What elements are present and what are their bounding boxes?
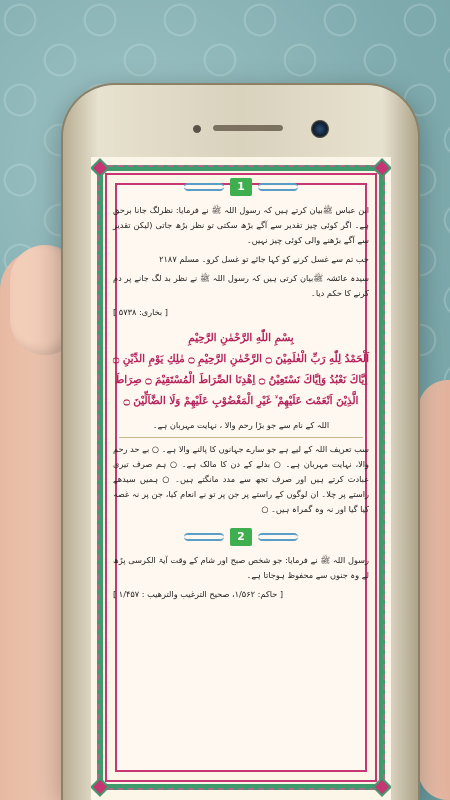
corner-ornament	[91, 777, 110, 797]
ornament-left	[258, 533, 298, 541]
ornament-left	[258, 183, 298, 191]
hadith-reference: [ حاکم: ۱/۵۶۲، صحیح الترغیب والترهیب : ۱/۴۵۷ ]	[113, 589, 284, 599]
earpiece-speaker	[213, 125, 283, 131]
hadith-text: جب تم سے غسل کرنے کو کہا جائے تو غسل کرو۔ مسلم ۲۱۸۷	[159, 254, 369, 264]
verse-line: اَلْحَمْدُ لِلّٰهِ رَبِّ الْعٰلَمِيْنَ ۝ الرَّحْمٰنِ الرَّحِيْمِ ۝ مٰلِكِ يَوْمِ الدِّيْنِ ۝	[113, 353, 369, 365]
hadith-number-badge: 2	[230, 528, 252, 546]
corner-ornament	[372, 158, 391, 178]
corner-ornament	[91, 158, 110, 178]
front-camera-icon	[311, 120, 329, 138]
ornament-right	[184, 183, 224, 191]
hadith-text: ابن عباس ﷺبیان کرتے ہیں کہ رسول اللہ ﷺ نے فرمایا: نظرلگ جانا برحق ہے۔ اگر کوئی چیز تقدیر سے آگے بڑھ سکتی تو نظر بڑھ جاتی (لیکن تقدیر سے آگے بڑھنے والی کوئی چیز نہیں۔	[113, 205, 369, 245]
hadith-text: سیدہ عائشہ ﷺبیان کرتی ہیں کہ رسول اللہ ﷺ نے نظر بد لگ جانے پر دم کرنے کا حکم دیا۔	[113, 273, 369, 298]
surah-fatiha	[113, 328, 369, 412]
divider	[119, 437, 363, 438]
proximity-sensor	[193, 125, 201, 133]
ornament-right	[184, 533, 224, 541]
hand-fingers	[418, 380, 450, 800]
corner-ornament	[372, 777, 391, 797]
hadith-header-1	[113, 177, 369, 197]
hadith-reference: [ بخاری: ۵۷۳۸ ]	[113, 307, 168, 317]
verse-line: اِيَّاكَ نَعْبُدُ وَاِيَّاكَ نَسْتَعِيْنُ ۝ اِهْدِنَا الصِّرَاطَ الْمُسْتَقِيْمَ ۝ صِرَاطَ	[114, 374, 368, 386]
phone-device	[63, 85, 418, 800]
hadith-text: رسول اللہ ﷺ نے فرمایا: جو شخص صبح اور شام کے وقت آیۃ الکرسی پڑھ لے وہ جنوں سے محفوظ ہوجاتا ہے۔	[113, 555, 369, 580]
translation-intro: اللہ کے نام سے جو بڑا رحم والا ، نہایت مہربان ہے۔	[152, 420, 330, 430]
verse-line: الَّذِيْنَ اَنْعَمْتَ عَلَيْهِمْ ۙ غَيْرِ الْمَغْضُوْبِ عَلَيْهِمْ وَلَا الضَّآلِّيْنَ ۝	[123, 395, 359, 407]
translation-body: سب تعریف اللہ کے لیے ہے جو سارے جہانوں کا پالنے والا ہے۔ ○ بے حد رحم والا، نہایت مہربان ہے۔ ○ بدلے کے دن کا مالک ہے۔ ○ ہم صرف تیری عبادت کرتے ہیں اور صرف تجھ سے مدد مانگتے ہیں۔ ○ ہمیں سیدھے راستے پر چلا۔ ان لوگوں کے راستے پر جن پر تو نے انعام کیا، جن پر نہ غصہ کیا گیا اور نہ وہ گمراہ ہیں۔ ○	[113, 444, 369, 514]
phone-screen[interactable]	[91, 157, 391, 800]
hadith-header-2	[113, 527, 369, 547]
hadith-number-badge: 1	[230, 178, 252, 196]
page-content[interactable]	[113, 177, 369, 777]
bismillah: بِسْمِ اللّٰهِ الرَّحْمٰنِ الرَّحِيْمِ	[188, 332, 294, 344]
